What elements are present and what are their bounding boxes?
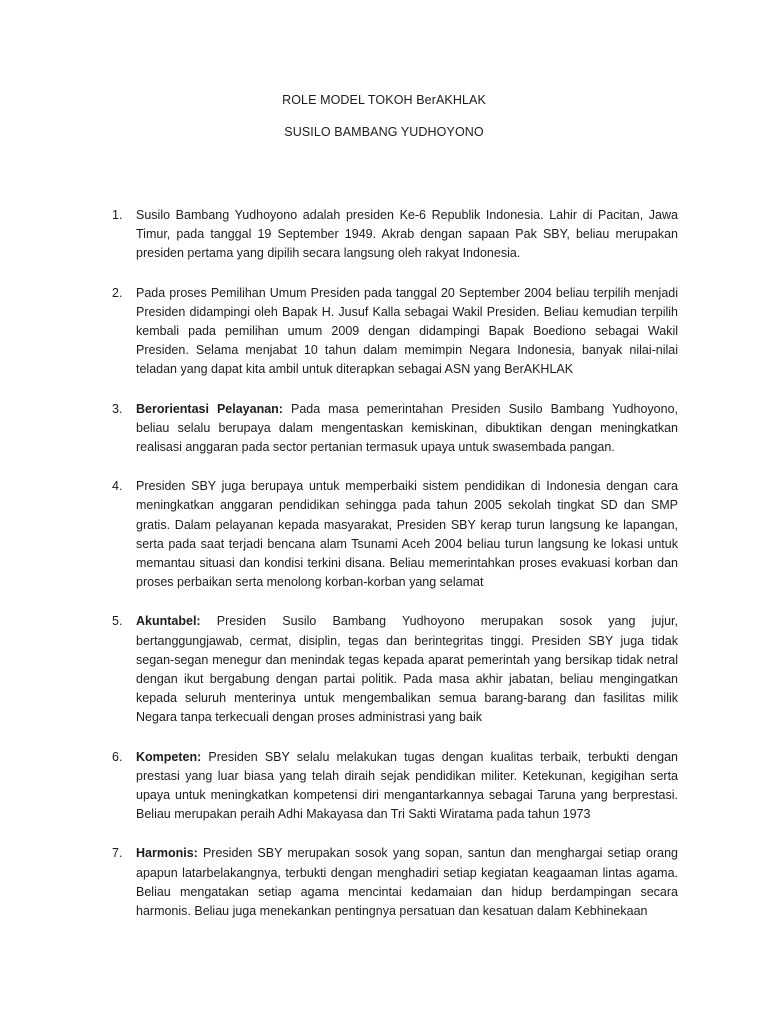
list-item-5 bbox=[112, 612, 678, 727]
item-lead-akuntabel: Akuntabel: bbox=[136, 614, 201, 629]
list-item-4 bbox=[112, 477, 678, 592]
document-title: ROLE MODEL TOKOH BerAKHLAK bbox=[282, 93, 486, 107]
item-text: Presiden Susilo Bambang Yudhoyono merupakan sosok yang jujur, bertanggungjawab, cermat, disiplin, tegas dan berintegritas tinggi. Presiden SBY juga tidak segan-segan menegur dan menindak tegas kepada aparat pemerintah yang bersikap tidak netral dengan ikut bergabung dengan partai politik. Pada masa akhir jabatan, beliau mengingatkan kepada seluruh menterinya untuk mengembalikan semua barang-barang dan fasilitas milik Negara tanpa terkecuali dengan proses administrasi yang baik bbox=[136, 614, 678, 725]
list-item-3 bbox=[112, 400, 678, 458]
item-number: 3. bbox=[112, 401, 123, 416]
item-text: Pada masa pemerintahan Presiden Susilo Bambang Yudhoyono, beliau selalu berupaya dalam mengentaskan kemiskinan, dibuktikan dengan meningkatkan realisasi anggaran pada sector pertanian termasuk upaya untuk swasembada pangan. bbox=[136, 401, 678, 455]
item-lead-berorientasi-pelayanan: Berorientasi Pelayanan: bbox=[136, 401, 283, 416]
item-text: Presiden SBY juga berupaya untuk memperbaiki sistem pendidikan di Indonesia dengan cara meningkatkan anggaran pendidikan sehingga pada tahun 2005 sekolah tingkat SD dan SMP gratis. Dalam pelayanan kepada masyarakat, Presiden SBY kerap turun langsung ke lapangan, serta pada saat terjadi bencana alam Tsunami Aceh 2004 beliau turun langsung ke lokasi untuk memantau situasi dan kondisi terkini disana. Beliau memerintahkan proses evakuasi korban dan proses perbaikan serta menolong korban-korban yang selamat bbox=[136, 479, 678, 590]
item-lead-harmonis: Harmonis: bbox=[136, 846, 198, 861]
item-number: 5. bbox=[112, 614, 123, 629]
item-text: Presiden SBY selalu melakukan tugas dengan kualitas terbaik, terbukti dengan prestasi yang luar biasa yang telah diraih sejak pendidikan militer. Ketekunan, kegigihan serta upaya untuk meningkatkan kompetensi diri mengantarkannya sebagai Taruna yang berprestasi. Beliau merupakan peraih Adhi Makayasa dan Tri Sakti Wiratama pada tahun 1973 bbox=[136, 749, 678, 822]
list-item-2 bbox=[112, 284, 678, 380]
item-number: 2. bbox=[112, 285, 123, 300]
item-number: 6. bbox=[112, 749, 123, 764]
item-text: Pada proses Pemilihan Umum Presiden pada tanggal 20 September 2004 beliau terpilih menjadi Presiden didampingi oleh Bapak H. Jusuf Kalla sebagai Wakil Presiden. Beliau kemudian terpilih kembali pada pemilihan umum 2009 dengan didampingi Bapak Boediono sebagai Wakil Presiden. Selama menjabat 10 tahun dalam memimpin Negara Indonesia, banyak nilai-nilai teladan yang dapat kita ambil untuk diterapkan sebagai ASN yang BerAKHLAK bbox=[136, 285, 678, 377]
list-item-7 bbox=[112, 844, 678, 921]
item-lead-kompeten: Kompeten: bbox=[136, 749, 202, 764]
list-item-6 bbox=[112, 748, 678, 825]
item-number: 7. bbox=[112, 846, 123, 861]
item-number: 4. bbox=[112, 479, 123, 494]
document-subtitle: SUSILO BAMBANG YUDHOYONO bbox=[284, 125, 484, 139]
title-block bbox=[0, 92, 768, 140]
list-item-1 bbox=[112, 206, 678, 264]
numbered-list bbox=[112, 206, 678, 941]
item-text: Presiden SBY merupakan sosok yang sopan, santun dan menghargai setiap orang apapun latarbelakangnya, terbukti dengan menghadiri setiap kegiatan keagaaman lintas agama. Beliau mengatakan setiap agama mencintai kedamaian dan hidup berdampingan secara harmonis. Beliau juga menekankan pentingnya persatuan dan kesatuan dalam Kebhinekaan bbox=[136, 846, 678, 919]
item-text: Susilo Bambang Yudhoyono adalah presiden Ke-6 Republik Indonesia. Lahir di Pacitan, Jawa Timur, pada tanggal 19 September 1949. Akrab dengan sapaan Pak SBY, beliau merupakan presiden pertama yang dipilih secara langsung oleh rakyat Indonesia. bbox=[136, 208, 678, 261]
item-number: 1. bbox=[112, 208, 123, 222]
